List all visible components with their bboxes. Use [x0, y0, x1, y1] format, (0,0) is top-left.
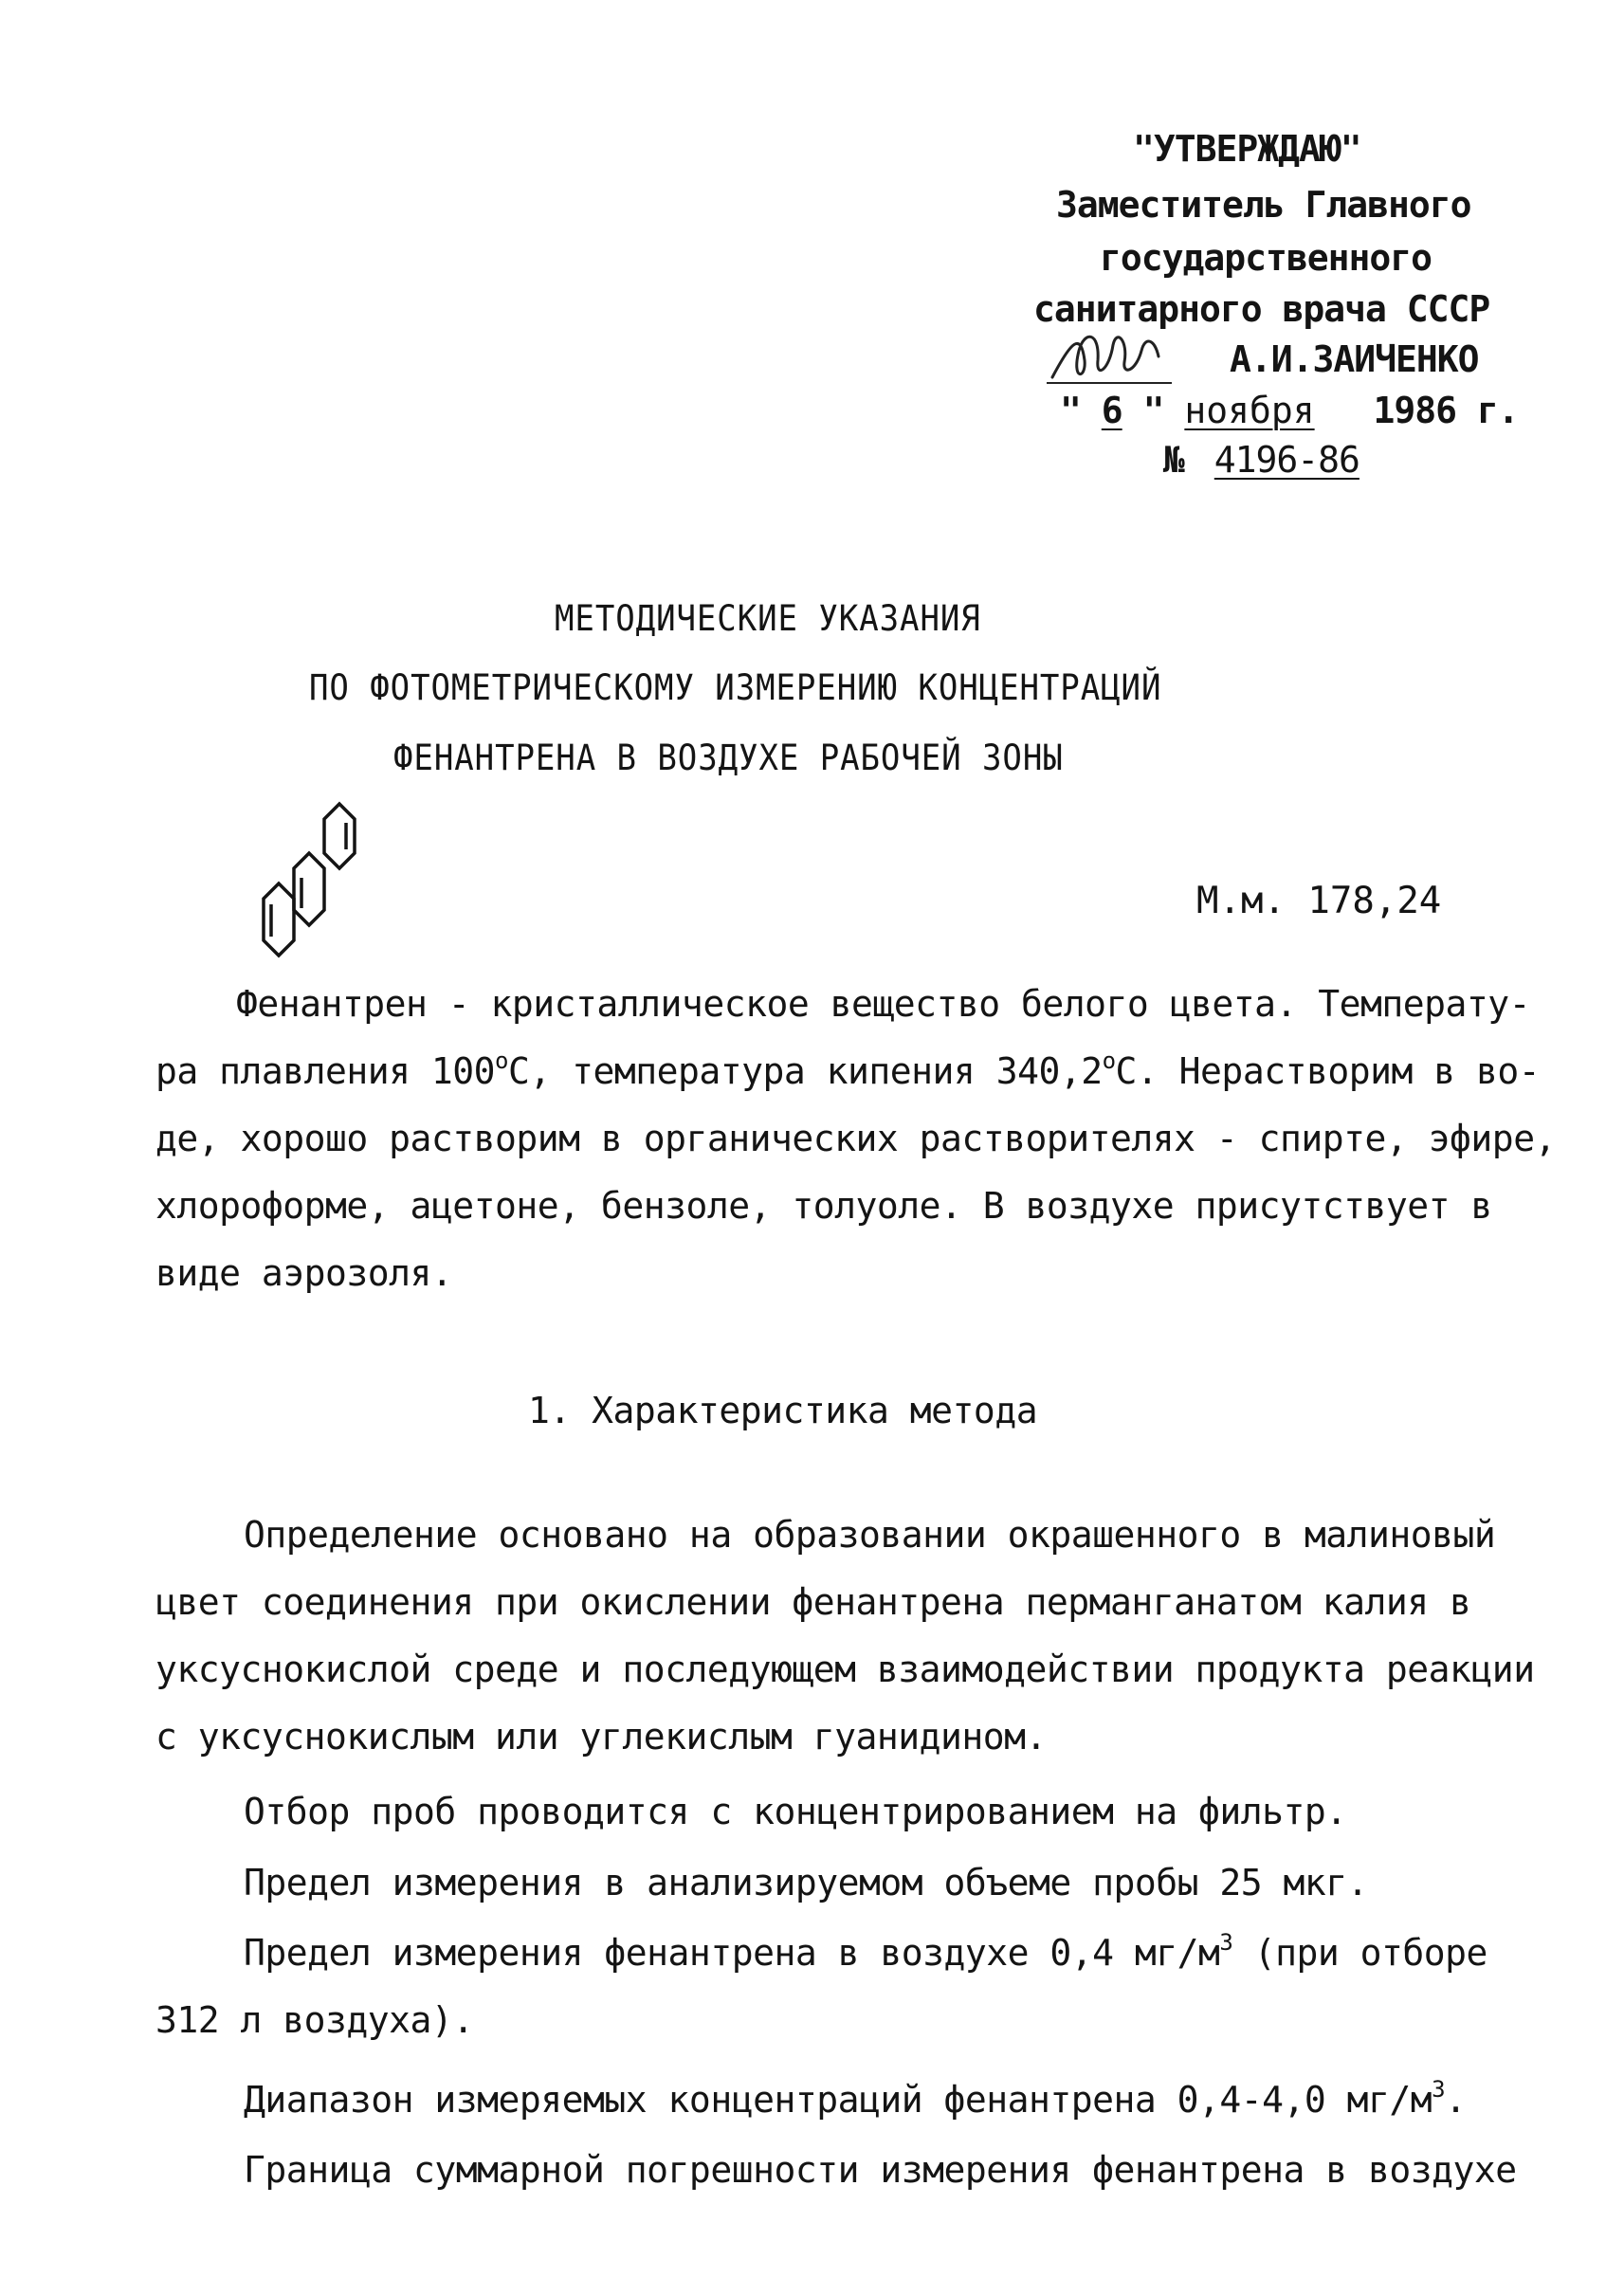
number-value: 4196-86 [1213, 439, 1359, 481]
range-text: Диапазон измеряемых концентраций фенантрена 0,4-4,0 мг/м [244, 2079, 1432, 2121]
approval-position-line2: государственного [1100, 237, 1432, 279]
description-line4: хлороформе, ацетоне, бензоле, толуоле. В воздухе присутствует в [155, 1185, 1492, 1227]
title-line3: ФЕНАНТРЕНА В ВОЗДУХЕ РАБОЧЕЙ ЗОНЫ [393, 738, 1064, 778]
detection-limit-note: (при отборе [1232, 1932, 1487, 1974]
date-quote-close: " [1142, 390, 1164, 431]
paragraph-line: 312 л воздуха). [155, 1999, 474, 2041]
degree-sign: о [495, 1047, 508, 1074]
degree-sign: о [1102, 1047, 1116, 1074]
number-prefix: № [1163, 439, 1184, 481]
approval-signatory: А.И.ЗАИЧЕНКО [1230, 338, 1479, 380]
approval-stamp: "УТВЕРЖДАЮ" [1133, 128, 1361, 170]
paragraph-line: с уксуснокислым или углекислым гуанидином. [155, 1716, 1047, 1758]
approval-position-line1: Заместитель Главного [1056, 184, 1471, 226]
approval-position-line3: санитарного врача СССР [1033, 288, 1490, 330]
date-day: 6 [1101, 390, 1122, 431]
section-heading: 1. Характеристика метода [528, 1390, 1038, 1431]
description-line2-part1: ра плавления 100 [155, 1050, 496, 1092]
description-line3: де, хорошо растворим в органических растворителях - спирте, эфире, [155, 1118, 1556, 1159]
superscript-3: 3 [1219, 1929, 1233, 1956]
description-line2-part2: С, температура кипения 340,2 [508, 1050, 1103, 1092]
approval-number [1163, 438, 1359, 482]
date-suffix: г. [1476, 390, 1519, 431]
date-month: ноября [1184, 390, 1315, 431]
description-line5: виде аэрозоля. [155, 1252, 453, 1294]
paragraph-line: цвет соединения при окислении фенантрена перманганатом калия в [155, 1581, 1471, 1623]
paragraph-line [244, 1931, 1487, 1975]
paragraph-line: Граница суммарной погрешности измерения фенантрена в воздухе [244, 2149, 1517, 2191]
paragraph-line [244, 2078, 1467, 2122]
title-line1: МЕТОДИЧЕСКИЕ УКАЗАНИЯ [555, 598, 981, 639]
superscript-3: 3 [1432, 2076, 1446, 2103]
molecular-mass: М.м. 178,24 [1196, 880, 1442, 922]
description-line2 [155, 1049, 1540, 1093]
date-year: 1986 [1373, 390, 1457, 431]
approval-date [1060, 389, 1519, 432]
description-line1: Фенантрен - кристаллическое вещество белого цвета. Температу- [236, 983, 1531, 1025]
paragraph-line: Предел измерения в анализируемом объеме пробы 25 мкг. [244, 1862, 1369, 1903]
paragraph-line: Определение основано на образовании окрашенного в малиновый [244, 1514, 1496, 1556]
phenanthrene-structure-diagram [254, 798, 358, 978]
range-period: . [1445, 2079, 1467, 2121]
description-line2-part3: С. Нерастворим в во- [1115, 1050, 1541, 1092]
title-line2: ПО ФОТОМЕТРИЧЕСКОМУ ИЗМЕРЕНИЮ КОНЦЕНТРАЦИЙ [309, 667, 1162, 708]
signature-mark [1043, 322, 1176, 389]
detection-limit-text: Предел измерения фенантрена в воздухе 0,4 мг/м [244, 1932, 1220, 1974]
paragraph-line: Отбор проб проводится с концентрированием на фильтр. [244, 1791, 1347, 1832]
paragraph-line: уксуснокислой среде и последующем взаимодействии продукта реакции [155, 1648, 1535, 1690]
date-quote-open: " [1060, 390, 1081, 431]
